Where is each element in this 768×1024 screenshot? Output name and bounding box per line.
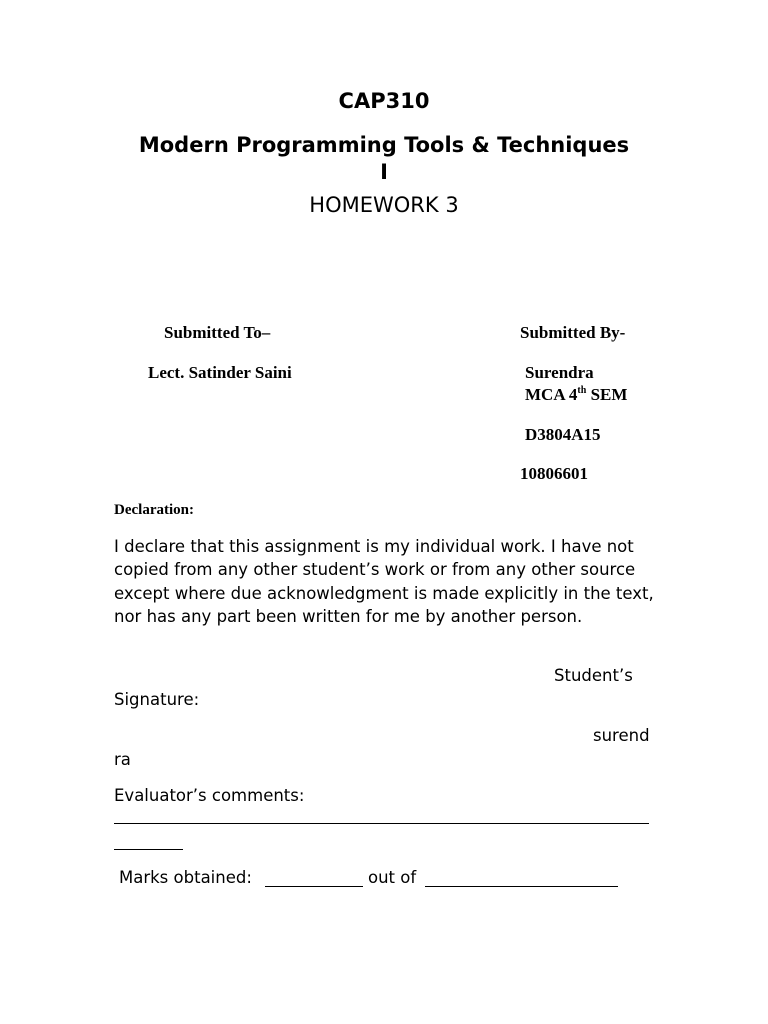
comments-blank-line-1	[114, 823, 649, 824]
student-program	[525, 385, 627, 405]
course-code: CAP310	[338, 89, 430, 113]
evaluator-comments-label: Evaluator’s comments:	[114, 786, 305, 805]
signature-label-part1: Student’s	[554, 666, 633, 685]
program-suffix: SEM	[586, 385, 628, 404]
marks-obtained-blank	[265, 886, 363, 887]
submitted-by-label: Submitted By-	[520, 323, 626, 342]
student-name: Surendra	[525, 363, 594, 382]
homework-title: HOMEWORK 3	[309, 193, 459, 217]
student-code: D3804A15	[525, 425, 601, 444]
lecturer-name: Lect. Satinder Saini	[148, 363, 292, 382]
declaration-heading: Declaration:	[114, 502, 194, 518]
declaration-text: I declare that this assignment is my individual work. I have not copied from any other student’s work or from any other source except where due acknowledgment is made explicitly in the text, nor has any part been written for me by another person.	[114, 537, 654, 626]
course-title: Modern Programming Tools & Techniques	[138, 133, 630, 157]
signature-value-part1: surend	[593, 726, 650, 745]
signature-value-part2: ra	[114, 750, 131, 769]
out-of-blank	[425, 886, 618, 887]
program-superscript: th	[577, 385, 587, 396]
comments-blank-line-2	[114, 849, 183, 850]
roll-number: 10806601	[520, 464, 588, 483]
program-prefix: MCA 4	[525, 385, 578, 404]
out-of-label: out of	[368, 868, 417, 887]
marks-obtained-label: Marks obtained:	[119, 868, 252, 887]
course-title-continued: I	[380, 160, 388, 184]
submitted-to-label: Submitted To–	[164, 323, 271, 342]
signature-label-part2: Signature:	[114, 690, 200, 709]
